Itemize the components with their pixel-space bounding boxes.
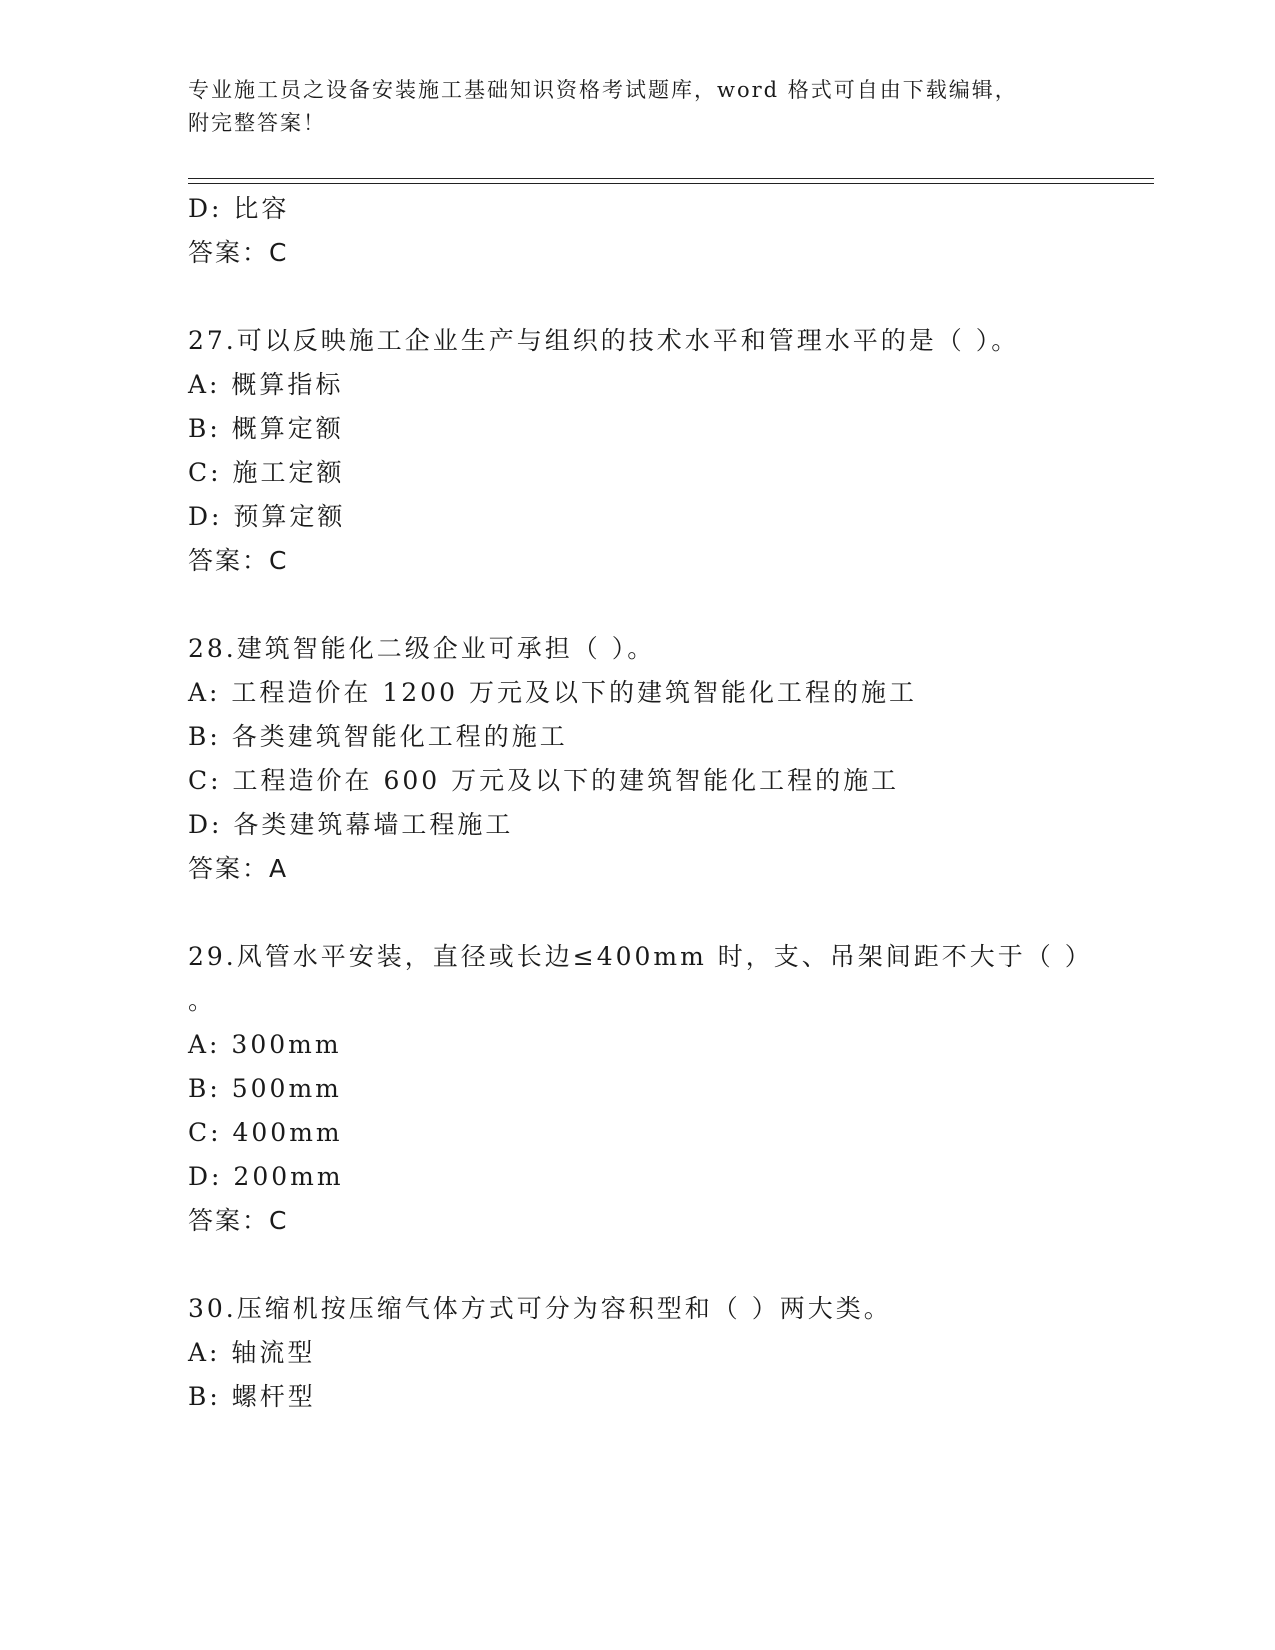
q30-option-a: A: 轴流型 [188,1338,316,1367]
q28-stem: 28.建筑智能化二级企业可承担（ ）。 [188,634,656,663]
q26-answer: 答案：C [188,238,289,267]
header-divider-top [188,178,1154,179]
q29-option-c: C: 400mm [188,1118,343,1147]
q27-stem: 27.可以反映施工企业生产与组织的技术水平和管理水平的是（ ）。 [188,326,1020,355]
q27-answer: 答案：C [188,546,289,575]
q28-answer: 答案：A [188,854,289,883]
q28-option-c: C: 工程造价在 600 万元及以下的建筑智能化工程的施工 [188,766,900,795]
q27-option-c: C: 施工定额 [188,458,345,487]
q26-option-d: D: 比容 [188,194,290,223]
q29-option-d: D: 200mm [188,1162,344,1191]
q28-option-a: A: 工程造价在 1200 万元及以下的建筑智能化工程的施工 [188,678,917,707]
q28-option-d: D: 各类建筑幕墙工程施工 [188,810,514,839]
q29-stem-line-2: 。 [188,986,217,1015]
header-title-line-2: 附完整答案！ [188,111,326,135]
q29-answer: 答案：C [188,1206,289,1235]
q30-stem: 30.压缩机按压缩气体方式可分为容积型和（ ）两大类。 [188,1294,892,1323]
q30-option-b: B: 螺杆型 [188,1382,316,1411]
q27-option-b: B: 概算定额 [188,414,344,443]
q27-option-a: A: 概算指标 [188,370,344,399]
q28-option-b: B: 各类建筑智能化工程的施工 [188,722,568,751]
header-divider-bottom [188,183,1154,184]
q29-stem-line-1: 29.风管水平安装，直径或长边≤400mm 时，支、吊架间距不大于（ ） [188,942,1093,971]
q29-option-b: B: 500mm [188,1074,342,1103]
q27-option-d: D: 预算定额 [188,502,346,531]
q29-option-a: A: 300mm [188,1030,342,1059]
header-title-line-1: 专业施工员之设备安装施工基础知识资格考试题库，word 格式可自由下载编辑， [188,78,1018,102]
document-header [188,74,1088,140]
